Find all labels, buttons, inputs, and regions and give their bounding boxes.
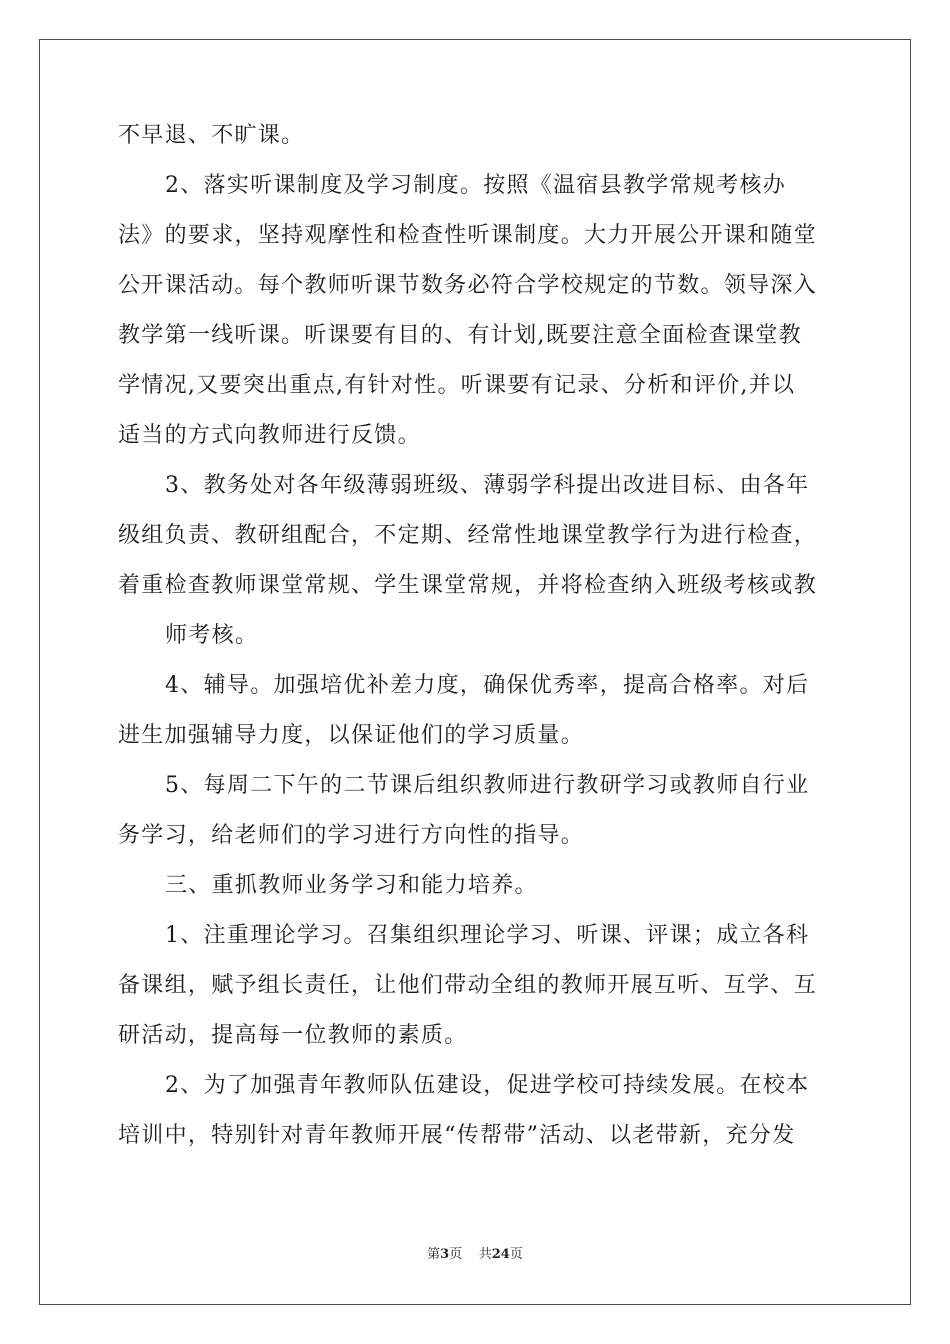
footer-page-number: 3 [440, 1247, 450, 1262]
footer-page-suffix: 页 [449, 1247, 463, 1262]
text-line: 公开课活动。每个教师听课节数务必符合学校规定的节数。领导深入 [118, 273, 818, 298]
text-line: 5、每周二下午的二节课后组织教师进行教研学习或教师自行业 [165, 773, 810, 798]
text-line: 3、教务处对各年级薄弱班级、薄弱学科提出改进目标、由各年 [165, 473, 810, 498]
text-line: 务学习，给老师们的学习进行方向性的指导。 [118, 823, 585, 848]
footer-page-prefix: 第 [427, 1247, 441, 1262]
page-footer [0, 1246, 950, 1264]
text-line: 2、落实听课制度及学习制度。按照《温宿县教学常规考核办 [165, 173, 787, 198]
footer-total-pages: 24 [491, 1247, 510, 1262]
text-line: 三、重抓教师业务学习和能力培养。 [165, 873, 538, 898]
text-line: 级组负责、教研组配合，不定期、经常性地课堂教学行为进行检查， [118, 523, 818, 548]
text-line: 备课组，赋予组长责任，让他们带动全组的教师开展互听、互学、互 [118, 973, 818, 998]
text-line: 法》的要求，坚持观摩性和检查性听课制度。大力开展公开课和随堂 [118, 223, 818, 248]
text-line: 进生加强辅导力度，以保证他们的学习质量。 [118, 723, 585, 748]
text-line: 4、辅导。加强培优补差力度，确保优秀率，提高合格率。对后 [165, 673, 810, 698]
text-line: 适当的方式向教师进行反馈。 [118, 423, 421, 448]
text-line: 学情况,又要突出重点,有针对性。听课要有记录、分析和评价,并以 [118, 373, 796, 398]
footer-total-suffix: 页 [509, 1247, 523, 1262]
text-line: 研活动，提高每一位教师的素质。 [118, 1023, 468, 1048]
text-line: 2、为了加强青年教师队伍建设，促进学校可持续发展。在校本 [165, 1073, 810, 1098]
text-line: 1、注重理论学习。召集组织理论学习、听课、评课；成立各科 [165, 923, 810, 948]
text-line: 教学第一线听课。听课要有目的、有计划,既要注意全面检查课堂教 [118, 323, 802, 348]
text-line: 着重检查教师课堂常规、学生课堂常规，并将检查纳入班级考核或教 [118, 573, 818, 598]
text-line: 不早退、不旷课。 [118, 123, 305, 148]
text-line: 师考核。 [165, 623, 259, 648]
footer-total-prefix: 共 [478, 1247, 492, 1262]
text-line: 培训中，特别针对青年教师开展“传帮带”活动、以老带新，充分发 [118, 1123, 796, 1148]
